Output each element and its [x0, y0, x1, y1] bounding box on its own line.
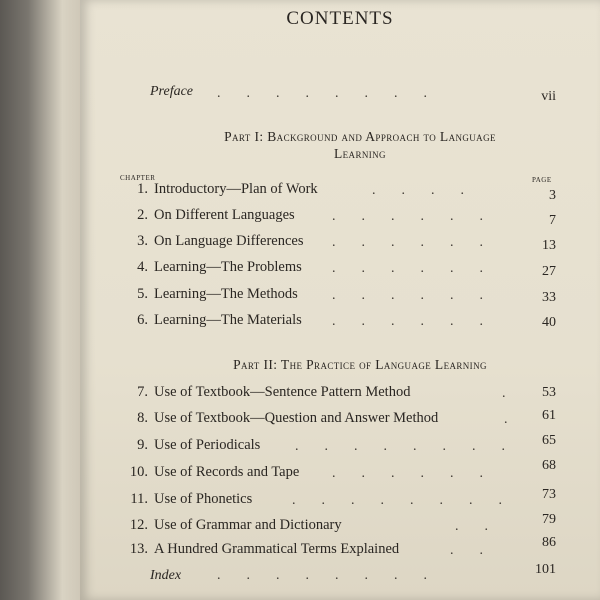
chapter-page: 7 [549, 213, 556, 228]
leader-dots: .. [455, 519, 514, 534]
chapter-title: Learning—The Methods [154, 286, 298, 302]
chapter-number: 8. [137, 410, 148, 426]
leader-dots: ...... [332, 314, 509, 329]
part-1-title-line2: Learning [334, 146, 386, 161]
chapter-title: Use of Grammar and Dictionary [154, 517, 342, 533]
leader-dots: ...... [332, 466, 509, 481]
leader-dots: . [504, 412, 534, 427]
leader-dots: ...... [332, 235, 509, 250]
chapter-page: 73 [542, 487, 556, 502]
leader-dots: ........ [217, 86, 453, 101]
toc-entry [120, 384, 560, 401]
chapter-title: Use of Textbook—Sentence Pattern Method [154, 384, 411, 400]
chapter-page: 3 [549, 188, 556, 203]
leader-dots: ...... [332, 288, 509, 303]
chapter-title: Introductory—Plan of Work [154, 181, 318, 197]
chapter-title: A Hundred Grammatical Terms Explained [154, 541, 400, 557]
chapter-number: 2. [137, 207, 148, 223]
leader-dots: .. [450, 543, 509, 558]
chapter-number: 11. [130, 491, 148, 507]
part-1-title-line1: Part I: Background and Approach to Language [224, 129, 496, 144]
preface-page: vii [541, 89, 556, 104]
chapter-number: 6. [137, 312, 148, 328]
leader-dots: ........ [295, 439, 531, 454]
chapter-number: 13. [129, 541, 148, 557]
chapter-title: On Different Languages [154, 207, 295, 223]
chapter-title: Use of Textbook—Question and Answer Method [154, 410, 439, 426]
leader-dots: ...... [332, 209, 509, 224]
page-title: CONTENTS [286, 8, 394, 29]
chapter-title: Use of Records and Tape [154, 464, 300, 480]
chapter-page: 61 [542, 408, 556, 423]
chapter-title: On Language Differences [154, 233, 304, 249]
leader-dots: ........ [292, 493, 528, 508]
chapter-title: Learning—The Problems [154, 259, 302, 275]
part-2-title [120, 356, 600, 373]
chapter-title: Learning—The Materials [154, 312, 302, 328]
chapter-page: 40 [542, 315, 556, 330]
part-1-title [120, 128, 600, 162]
toc-entry [120, 181, 560, 198]
chapter-page: 79 [542, 512, 556, 527]
chapter-page: 13 [542, 238, 556, 253]
page-column-head: PAGE [532, 176, 552, 184]
chapter-page: 33 [542, 290, 556, 305]
chapter-number: 12. [129, 517, 148, 533]
chapter-page: 68 [542, 458, 556, 473]
chapter-title: Use of Periodicals [154, 437, 261, 453]
book-gutter [0, 0, 80, 600]
chapter-number: 4. [137, 259, 148, 275]
chapter-page: 86 [542, 535, 556, 550]
chapter-number: 9. [137, 437, 148, 453]
contents-page [80, 0, 600, 600]
chapter-column-head: CHAPTER [120, 174, 156, 182]
chapter-page: 53 [542, 385, 556, 400]
chapter-page: 65 [542, 433, 556, 448]
leader-dots: .... [372, 183, 490, 198]
preface-label: Preface [150, 84, 194, 99]
chapter-number: 5. [137, 286, 148, 302]
chapter-title: Use of Phonetics [154, 491, 253, 507]
part-2-title-text: Part II: The Practice of Language Learning [233, 357, 487, 372]
chapter-page: 27 [542, 264, 556, 279]
toc-entry [120, 410, 560, 427]
chapter-number: 3. [137, 233, 148, 249]
chapter-number: 7. [137, 384, 148, 400]
index-label: Index [150, 568, 182, 583]
index-page: 101 [535, 562, 556, 577]
chapter-number: 1. [137, 181, 148, 197]
leader-dots: ...... [332, 261, 509, 276]
leader-dots: . [502, 386, 532, 401]
leader-dots: ........ [217, 568, 453, 583]
chapter-number: 10. [129, 464, 148, 480]
